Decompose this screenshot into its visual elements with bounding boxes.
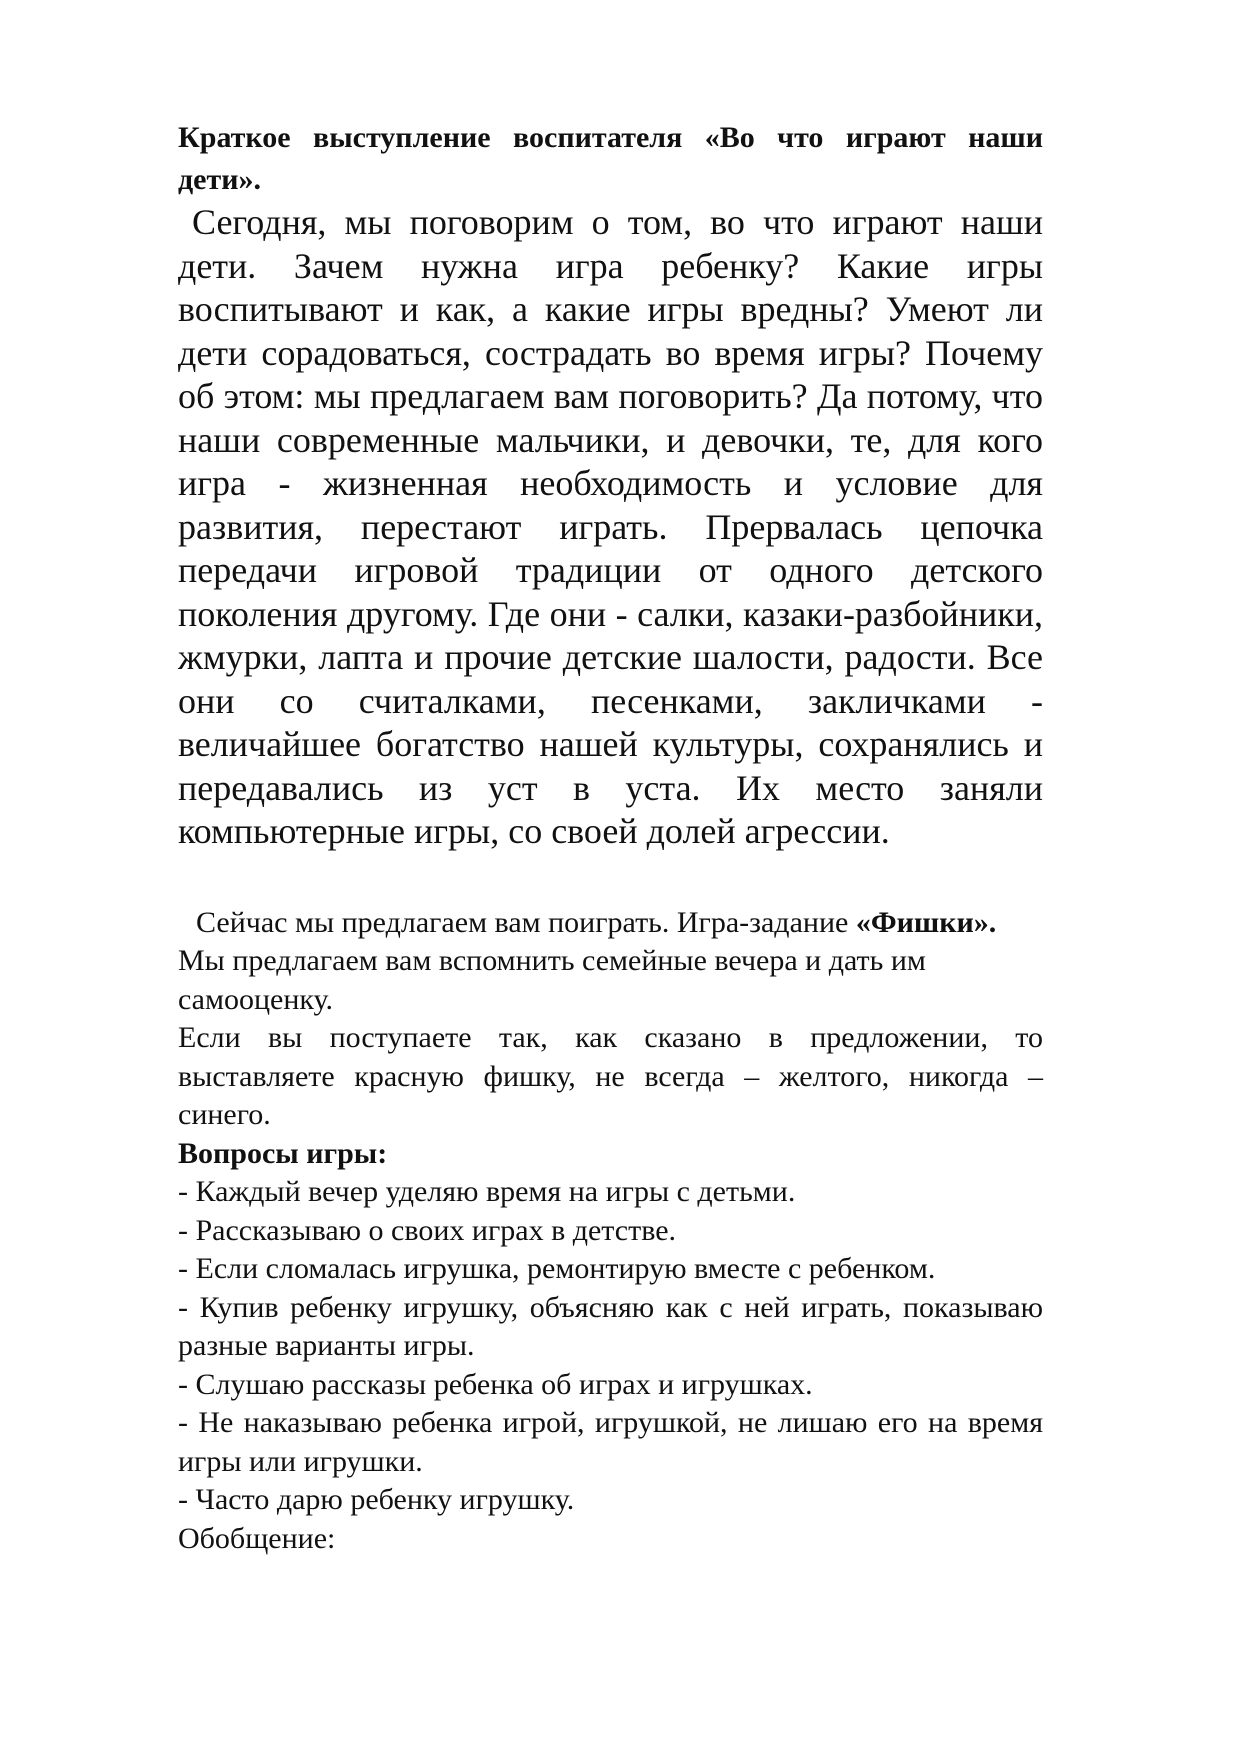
summary-label: Обобщение:	[178, 1521, 336, 1555]
game-lead-text: Сейчас мы предлагаем вам поиграть. Игра-задание	[196, 905, 849, 939]
game-name: «Фишки».	[855, 905, 997, 939]
question-item: - Каждый вечер уделяю время на игры с детьми.	[178, 1175, 796, 1208]
questions-heading: Вопросы игры:	[178, 1136, 388, 1170]
question-item: - Часто дарю ребенку игрушку.	[178, 1483, 575, 1516]
question-item: - Рассказываю о своих играх в детстве.	[178, 1213, 677, 1247]
question-item: - Купив ребенку игрушку, объясняю как с ней играть, показываю разные варианты игры.	[178, 1290, 1043, 1362]
paragraph-gap	[178, 854, 1043, 904]
game-intro-paragraph	[178, 904, 1043, 943]
question-item: - Слушаю рассказы ребенка об играх и игрушках.	[178, 1367, 813, 1401]
document-title: Краткое выступление воспитателя «Во что играют наши дети».	[178, 121, 1043, 196]
game-paragraph-1: Мы предлагаем вам вспомнить семейные вечера и дать им самооценку.	[178, 944, 926, 1016]
intro-paragraph: Сегодня, мы поговорим о том, во что играют наши дети. Зачем нужна игра ребенку? Какие игры воспитывают и как, а какие игры вредны? Умеют ли дети сорадоваться, сострадать во время игры? Почему об этом: мы предлагаем вам поговорить? Да потому, что наши современные мальчики, и девочки, те, для кого игра - жизненная необходимость и условие для развития, перестают играть. Прервалась цепочка передачи игровой традиции от одного детского поколения другому. Где они - салки, казаки-разбойники, жмурки, лапта и прочие детские шалости, радости. Все они со считалками, песенками, закличками - величайшее богатство нашей культуры, сохранялись и передавались из уст в уста. Их место заняли компьютерные игры, со своей долей агрессии.	[178, 202, 1043, 851]
question-item: - Если сломалась игрушка, ремонтирую вместе с ребенком.	[178, 1252, 936, 1285]
questions-list	[178, 1173, 1043, 1520]
question-item: - Не наказываю ребенка игрой, игрушкой, не лишаю его на время игры или игрушки.	[178, 1406, 1043, 1478]
game-paragraph-2: Если вы поступаете так, как сказано в предложении, то выставляете красную фишку, не всегда – желтого, никогда – синего.	[178, 1021, 1043, 1131]
